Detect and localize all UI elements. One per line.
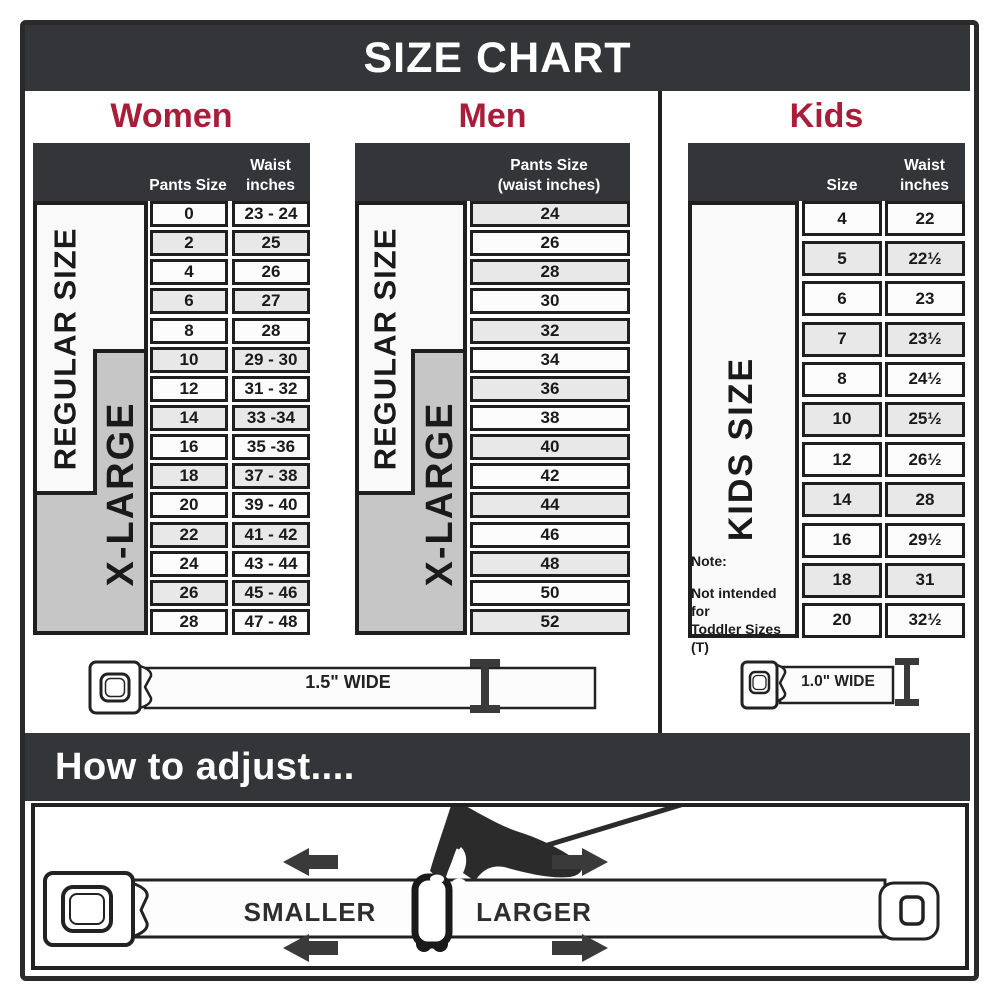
women-waist-cell: 28 — [232, 318, 310, 344]
kids-waist-column — [885, 201, 965, 638]
men-pants-size-cell: 44 — [470, 492, 630, 518]
kids-waist-cell: 29½ — [885, 523, 965, 558]
men-pants-size-cell: 50 — [470, 580, 630, 606]
men-heading: Men — [458, 96, 527, 135]
women-waist-cell: 29 - 30 — [232, 347, 310, 373]
women-waist-cell: 31 - 32 — [232, 376, 310, 402]
women-xlarge-label: X-LARGE — [100, 401, 142, 587]
kids-size-column — [802, 201, 882, 638]
kids-heading: Kids — [789, 96, 864, 135]
men-pants-size-column — [470, 201, 630, 635]
kids-size-cell: 20 — [802, 603, 882, 638]
men-pants-size-cell: 24 — [470, 201, 630, 227]
women-waist-cell: 39 - 40 — [232, 492, 310, 518]
larger-label: LARGER — [476, 897, 592, 927]
kids-waist-cell: 32½ — [885, 603, 965, 638]
women-waist-cell: 26 — [232, 259, 310, 285]
men-pants-size-cell: 52 — [470, 609, 630, 635]
women-pants-size-cell: 8 — [150, 318, 228, 344]
section-divider — [658, 91, 662, 735]
note-line: Toddler Sizes (T) — [691, 621, 781, 655]
women-col-waist: Waist inches — [245, 157, 296, 194]
kids-size-cell: 8 — [802, 362, 882, 397]
women-waist-cell: 35 -36 — [232, 434, 310, 460]
women-pants-size-cell: 2 — [150, 230, 228, 256]
kids-waist-cell: 25½ — [885, 402, 965, 437]
kids-size-cell: 5 — [802, 241, 882, 276]
women-pants-size-cell: 6 — [150, 288, 228, 314]
women-waist-cell: 47 - 48 — [232, 609, 310, 635]
men-pants-size-cell: 26 — [470, 230, 630, 256]
men-pants-size-cell: 46 — [470, 522, 630, 548]
men-pants-size-cell: 42 — [470, 463, 630, 489]
adjust-illustration-box — [31, 803, 969, 970]
women-pants-size-cell: 18 — [150, 463, 228, 489]
kids-note — [691, 552, 797, 656]
women-waist-cell: 43 - 44 — [232, 551, 310, 577]
kids-size-cell: 4 — [802, 201, 882, 236]
kids-size-cell: 16 — [802, 523, 882, 558]
women-col-pants-size: Pants Size — [149, 176, 227, 194]
men-pants-size-cell: 36 — [470, 376, 630, 402]
women-regular-label: REGULAR SIZE — [47, 227, 83, 471]
men-pants-size-cell: 48 — [470, 551, 630, 577]
women-pants-size-cell: 16 — [150, 434, 228, 460]
kids-waist-cell: 26½ — [885, 442, 965, 477]
kids-size-cell: 10 — [802, 402, 882, 437]
width-measure-icon — [895, 658, 919, 706]
seatbelt-buckle-icon — [90, 662, 151, 713]
kids-size-cell: 14 — [802, 482, 882, 517]
kids-size-cell: 7 — [802, 322, 882, 357]
men-pants-size-cell: 28 — [470, 259, 630, 285]
women-pants-size-cell: 22 — [150, 522, 228, 548]
kids-waist-cell: 31 — [885, 563, 965, 598]
women-waist-cell: 33 -34 — [232, 405, 310, 431]
women-waist-cell: 25 — [232, 230, 310, 256]
men-regular-label: REGULAR SIZE — [367, 227, 403, 471]
men-pants-size-cell: 30 — [470, 288, 630, 314]
women-table-header — [33, 143, 310, 201]
kids-size-cell: 18 — [802, 563, 882, 598]
kids-waist-cell: 23 — [885, 281, 965, 316]
women-pants-size-cell: 20 — [150, 492, 228, 518]
men-pants-size-cell: 38 — [470, 405, 630, 431]
men-col-pants-size: Pants Size (waist inches) — [497, 157, 601, 194]
men-pants-size-cell: 40 — [470, 434, 630, 460]
women-pants-size-cell: 12 — [150, 376, 228, 402]
seatbelt-buckle-icon — [45, 873, 147, 945]
women-pants-size-cell: 28 — [150, 609, 228, 635]
women-waist-cell: 41 - 42 — [232, 522, 310, 548]
men-pants-size-cell: 32 — [470, 318, 630, 344]
women-size-range-labels — [33, 201, 148, 635]
title-banner — [25, 25, 970, 91]
kids-table-header — [688, 143, 965, 201]
arrow-left-icon — [283, 848, 338, 876]
note-line: Not intended for — [691, 585, 777, 619]
kids-waist-cell: 22½ — [885, 241, 965, 276]
smaller-label: SMALLER — [243, 897, 377, 927]
men-pants-size-cell: 34 — [470, 347, 630, 373]
belt-end-tab — [880, 883, 938, 939]
kids-size-cell: 6 — [802, 281, 882, 316]
page-title: SIZE CHART — [363, 33, 632, 82]
women-heading: Women — [110, 96, 233, 135]
adjust-heading: How to adjust.... — [55, 745, 355, 788]
kids-waist-cell: 23½ — [885, 322, 965, 357]
women-pants-size-cell: 0 — [150, 201, 228, 227]
kids-waist-cell: 24½ — [885, 362, 965, 397]
women-waist-cell: 23 - 24 — [232, 201, 310, 227]
belt-slider-clip — [415, 877, 449, 950]
kids-size-label: KIDS SIZE — [722, 356, 760, 542]
note-title: Note: — [691, 553, 727, 569]
adjust-belt-illustration — [35, 807, 965, 966]
kids-col-waist: Waist inches — [899, 157, 950, 194]
kids-waist-cell: 28 — [885, 482, 965, 517]
women-waist-cell: 45 - 46 — [232, 580, 310, 606]
women-pants-size-cell: 14 — [150, 405, 228, 431]
adult-belt-width-label: 1.5" WIDE — [305, 672, 391, 692]
kids-belt-width-label: 1.0" WIDE — [801, 673, 875, 690]
women-pants-size-column — [150, 201, 228, 635]
seatbelt-buckle-icon — [742, 662, 785, 708]
women-pants-size-cell: 4 — [150, 259, 228, 285]
women-pants-size-cell: 10 — [150, 347, 228, 373]
adjust-section-bar — [25, 733, 970, 801]
kids-col-size: Size — [826, 176, 858, 194]
pinching-hand-icon — [426, 807, 582, 888]
kids-waist-cell: 22 — [885, 201, 965, 236]
women-pants-size-cell: 24 — [150, 551, 228, 577]
men-table-header — [355, 143, 630, 201]
women-waist-cell: 27 — [232, 288, 310, 314]
women-waist-column — [232, 201, 310, 635]
women-pants-size-cell: 26 — [150, 580, 228, 606]
women-waist-cell: 37 - 38 — [232, 463, 310, 489]
men-size-range-labels — [355, 201, 467, 635]
men-xlarge-label: X-LARGE — [419, 401, 461, 587]
kids-size-cell: 12 — [802, 442, 882, 477]
